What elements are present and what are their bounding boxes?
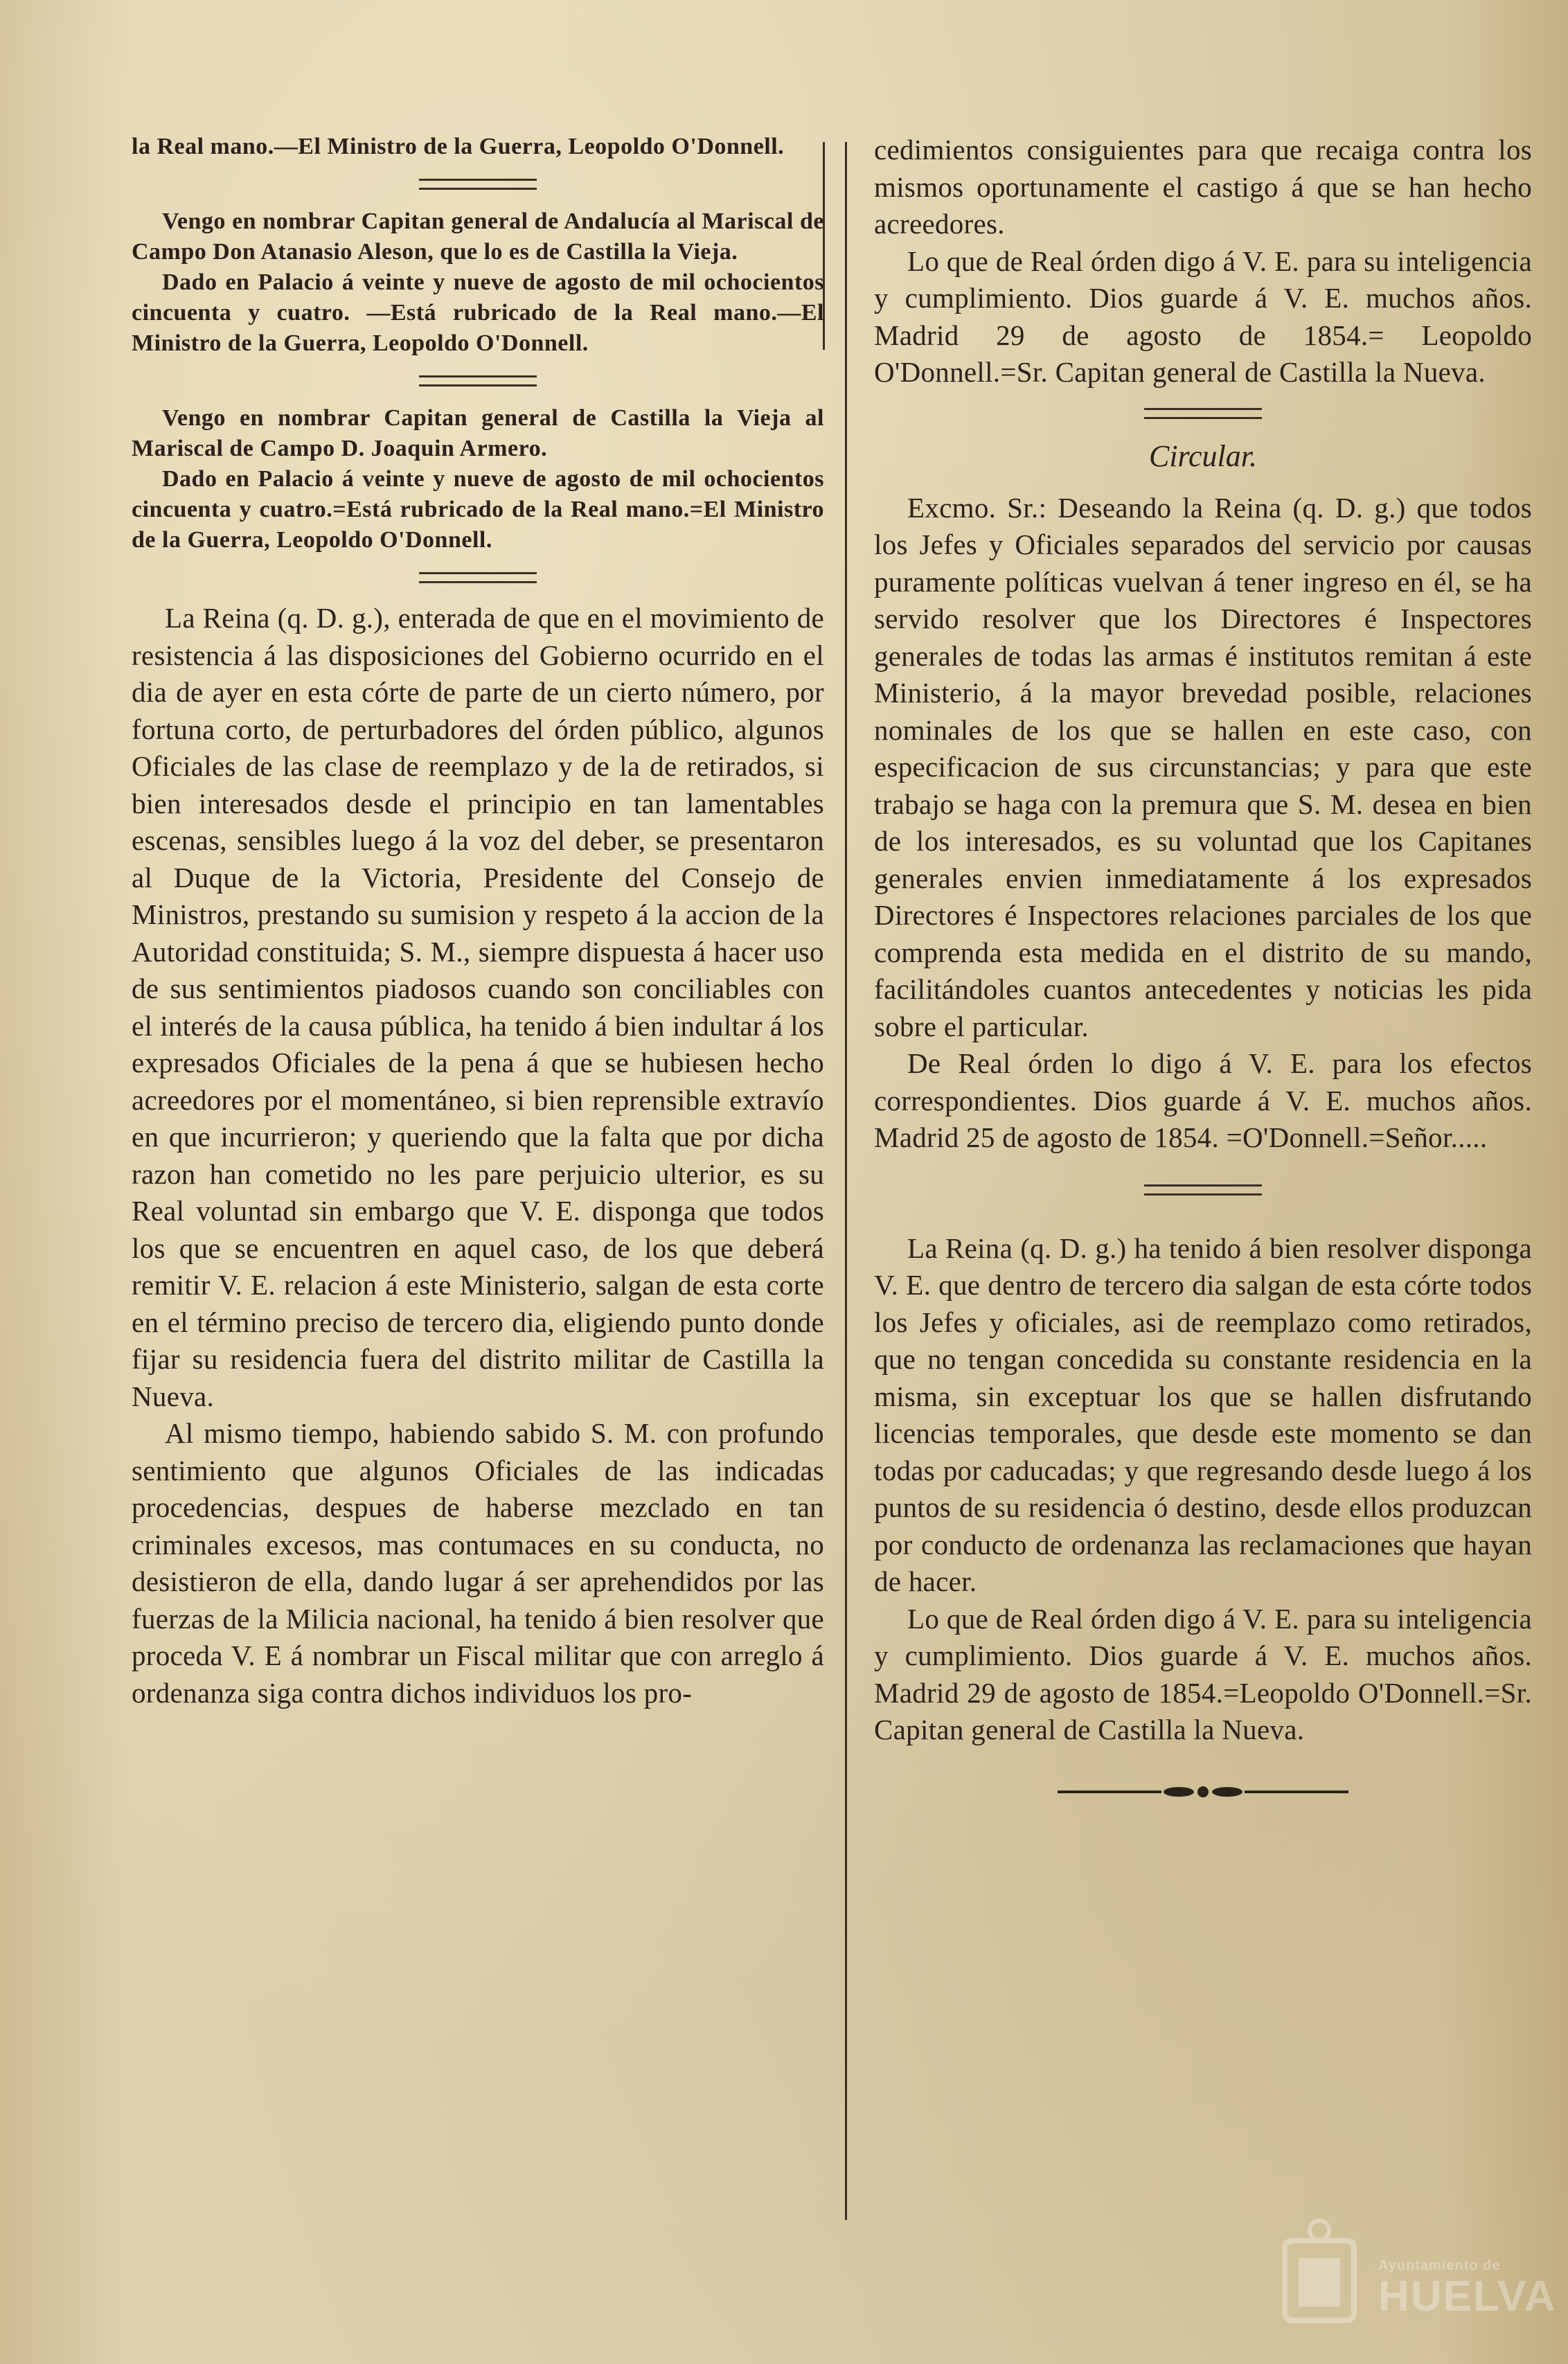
body-paragraph: De Real órden lo digo á V. E. para los efectos correspondientes. Dios guarde á V. E. muchos años. Madrid 25 de agosto de 1854. =O'Donnell.=Señor..... (874, 1047, 1532, 1153)
body-paragraph: Al mismo tiempo, habiendo sabido S. M. con profundo sentimiento que algunos Oficiales de las indicadas procedencias, despues de haberse mezclado en tan criminales excesos, mas contumaces en su conducta, no desistieron de ella, dando lugar á ser aprehendidos por las fuerzas de la Milicia nacional, ha tenido á bien resolver que proceda V. E á nombrar un Fiscal militar que con arreglo á ordenanza siga contra dichos individuos los pro- (132, 1417, 824, 1709)
royal-order-continuation (874, 132, 1532, 391)
decree-castilla-vieja (132, 403, 824, 556)
body-paragraph: La Reina (q. D. g.), enterada de que en el movimiento de resistencia á las disposiciones del Gobierno ocurrido en el dia de ayer en esta córte de parte de un cierto número, por fortuna corto, de perturbadores del órden público, algunos Oficiales de las clase de reemplazo y de la de retirados, si bien interesados desde el principio en tan lamentables escenas, sensibles luego á la voz del deber, se presentaron al Duque de la Victoria, Presidente del Consejo de Ministros, prestando su sumision y respeto á la accion de la Autoridad constituida; S. M., siempre dispuesta á hacer uso de sus sentimientos piadosos cuando son conciliables con el interés de la causa pública, ha tenido á bien indultar á los expresados Oficiales de la pena á que se hubiesen hecho acreedores por el momentáneo, si bien reprensible extravío en que incurrieron; y queriendo que la falta que por dicha razon han cometido no les pare perjuicio ulterior, es su Real voluntad sin embargo que V. E. disponga que todos los que se encuentren en aquel caso, de los que deberá remitir V. E. relacion á este Ministerio, salgan de esta corte en el término preciso de tercero dia, eligiendo punto donde fijar su residencia fuera del distrito militar de Castilla la Nueva. (132, 602, 824, 1412)
decree-text: Vengo en nombrar Capitan general de Castilla la Vieja al Mariscal de Campo D. Joaquin Armero. (132, 405, 824, 461)
archive-watermark (1274, 2216, 1557, 2341)
section-rule (419, 179, 537, 190)
section-rule (419, 375, 537, 386)
circular-heading: Circular. (1148, 438, 1258, 473)
decree-dated: Dado en Palacio á veinte y nueve de agosto de mil ochocientos cincuenta y cuatro. —Está rubricado de la Real mano.—El Ministro de la Guerra, Leopoldo O'Donnell. (132, 269, 824, 356)
body-paragraph: Lo que de Real órden digo á V. E. para su inteligencia y cumplimiento. Dios guarde á V. E. muchos años. Madrid 29 de agosto de 1854.=Leopoldo O'Donnell.=Sr. Capitan general de Castilla la Nueva. (874, 1602, 1532, 1745)
decree-signature-block (132, 132, 824, 162)
body-paragraph: cedimientos consiguientes para que recaiga contra los mismos oportunamente el castigo á que se han hecho acreedores. (874, 134, 1532, 240)
left-column (132, 132, 824, 1712)
crest-icon (1274, 2216, 1364, 2334)
section-rule (1144, 408, 1262, 419)
royal-order-indulto (132, 600, 824, 1712)
watermark-line2: HUELVA (1378, 2273, 1557, 2320)
section-rule (1144, 1184, 1262, 1196)
circular-body (874, 490, 1532, 1157)
section-rule (419, 572, 537, 583)
decree-dated: Dado en Palacio á veinte y nueve de agosto de mil ochocientos cincuenta y cuatro.=Está rubricado de la Real mano.=El Ministro de la Guerra, Leopoldo O'Donnell. (132, 466, 824, 553)
body-paragraph: Lo que de Real órden digo á V. E. para su inteligencia y cumplimiento. Dios guarde á V. E. muchos años. Madrid 29 de agosto de 1854.= Leopoldo O'Donnell.=Sr. Capitan general de Castilla la Nueva. (874, 245, 1532, 388)
end-ornament (1058, 1784, 1348, 1800)
right-column (874, 132, 1532, 1800)
column-divider (845, 142, 847, 2220)
decree-text: Vengo en nombrar Capitan general de Andalucía al Mariscal de Campo Don Atanasio Aleson, que lo es de Castilla la Vieja. (132, 208, 824, 265)
decree-andalucia (132, 206, 824, 359)
decree-signature-text: la Real mano.—El Ministro de la Guerra, Leopoldo O'Donnell. (132, 134, 785, 159)
royal-order-residencia (874, 1230, 1532, 1749)
watermark-line1: Ayuntamiento de (1378, 2258, 1501, 2273)
body-paragraph: La Reina (q. D. g.) ha tenido á bien resolver disponga V. E. que dentro de tercero dia salgan de esta córte todos los Jefes y oficiales, asi de reemplazo como retirados, que no tengan concedida su constante residencia en la misma, sin exceptuar los que se hallen disfrutando licencias temporales, que desde este momento se dan todas por caducadas; y que regresando desde luego á los puntos de su residencia ó destino, desde ellos produzcan por conducto de ordenanza las reclamaciones que hayan de hacer. (874, 1232, 1532, 1597)
body-paragraph: Excmo. Sr.: Deseando la Reina (q. D. g.) que todos los Jefes y Oficiales separados del servicio por causas puramente políticas vuelvan á tener ingreso en él, se ha servido resolver que los Directores é Inspectores generales de todas las armas é institutos remitan á este Ministerio, á la mayor brevedad posible, relaciones nominales de los que se hallen en este caso, con especificacion de sus circunstancias; y para que este trabajo se haga con la premura que S. M. desea en bien de los interesados, es su voluntad que los Capitanes generales envien inmediatamente á los expresados Directores é Inspectores relaciones parciales de los que comprenda esta medida en el distrito de su mando, facilitándoles cuantos antecedentes y noticias les pida sobre el particular. (874, 491, 1532, 1042)
